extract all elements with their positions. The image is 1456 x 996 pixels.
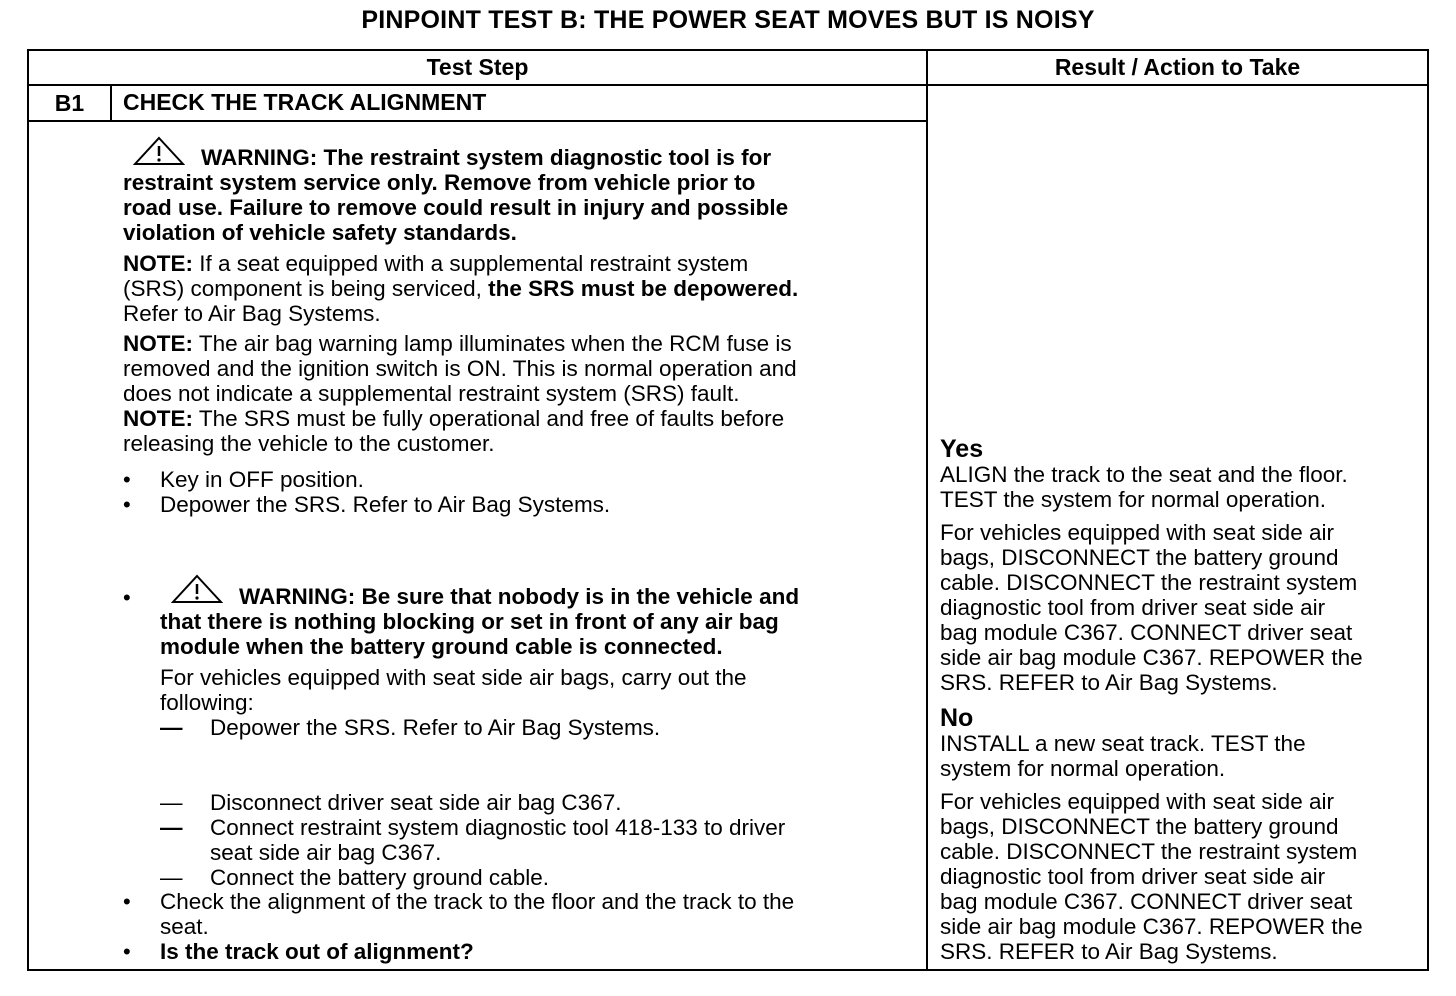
result-line: system for normal operation. (940, 756, 1226, 781)
bullet-item: Check the alignment of the track to the floor and the track to the (160, 889, 795, 914)
dash-marker: — (160, 790, 183, 815)
bullet-marker: • (123, 889, 131, 914)
note-line: Refer to Air Bag Systems. (123, 301, 381, 326)
warning-text-line: that there is nothing blocking or set in front of any air bag (160, 609, 779, 634)
dash-item: Connect the battery ground cable. (210, 865, 549, 890)
warning-text-line: restraint system service only. Remove from vehicle prior to (123, 170, 756, 195)
note-line (123, 406, 784, 431)
header-divider (27, 84, 1429, 86)
bullet-item: seat. (160, 914, 209, 939)
dash-marker: — (160, 815, 183, 840)
note-line (123, 251, 748, 276)
note-emphasis: the SRS must be depowered. (488, 276, 799, 301)
column-divider (926, 49, 928, 971)
result-line: side air bag module C367. REPOWER the (940, 645, 1363, 670)
result-line: side air bag module C367. REPOWER the (940, 914, 1363, 939)
table-border-bottom (27, 969, 1429, 971)
note-line (123, 331, 792, 356)
dash-item: Connect restraint system diagnostic tool 418-133 to driver (210, 815, 786, 840)
table-border-right (1427, 49, 1429, 971)
note-line: does not indicate a supplemental restraint system (SRS) fault. (123, 381, 740, 406)
warning-triangle-icon (171, 574, 223, 604)
result-line: bags, DISCONNECT the battery ground (940, 545, 1339, 570)
warning-triangle-icon (133, 136, 185, 166)
result-line: cable. DISCONNECT the restraint system (940, 839, 1358, 864)
result-no-label: No (940, 704, 974, 732)
header-test-step: Test Step (426, 54, 529, 80)
warning-text-line: road use. Failure to remove could result in injury and possible (123, 195, 789, 220)
result-yes-label: Yes (940, 435, 984, 463)
result-line: For vehicles equipped with seat side air (940, 789, 1334, 814)
dash-item: Disconnect driver seat side air bag C367. (210, 790, 622, 815)
dash-item: Depower the SRS. Refer to Air Bag Systems. (210, 715, 661, 740)
note-line: removed and the ignition switch is ON. This is normal operation and (123, 356, 797, 381)
table-border-left (27, 49, 29, 971)
result-line: For vehicles equipped with seat side air (940, 520, 1334, 545)
dash-marker: — (160, 865, 183, 890)
note-text: If a seat equipped with a supplemental restraint system (193, 251, 749, 276)
bullet-marker: • (123, 492, 131, 517)
note-line (123, 276, 798, 301)
bullet-item: Depower the SRS. Refer to Air Bag Systems. (160, 492, 611, 517)
step-id-divider (110, 85, 112, 121)
note-label: NOTE: (123, 331, 193, 356)
step-id: B1 (54, 90, 85, 116)
result-line: bag module C367. CONNECT driver seat (940, 620, 1353, 645)
result-line: bags, DISCONNECT the battery ground (940, 814, 1339, 839)
bullet-marker: • (123, 467, 131, 492)
bullet-item: Key in OFF position. (160, 467, 364, 492)
result-line: ALIGN the track to the seat and the floor. (940, 462, 1348, 487)
result-line: INSTALL a new seat track. TEST the (940, 731, 1306, 756)
warning-text-line: module when the battery ground cable is connected. (160, 634, 723, 659)
bullet-marker: • (123, 939, 131, 964)
step-divider (27, 120, 927, 122)
step-title: CHECK THE TRACK ALIGNMENT (123, 89, 487, 115)
warning-text-line: violation of vehicle safety standards. (123, 220, 517, 245)
dash-marker: — (160, 715, 183, 740)
note-label: NOTE: (123, 251, 193, 276)
instruction-line: following: (160, 690, 254, 715)
note-text: The air bag warning lamp illuminates when the RCM fuse is (193, 331, 792, 356)
note-label: NOTE: (123, 406, 193, 431)
note-text: (SRS) component is being serviced, (123, 276, 489, 301)
question-item: Is the track out of alignment? (160, 939, 474, 964)
instruction-line: For vehicles equipped with seat side air bags, carry out the (160, 665, 747, 690)
note-text: The SRS must be fully operational and free of faults before (193, 406, 785, 431)
bullet-marker: • (123, 585, 131, 610)
result-line: SRS. REFER to Air Bag Systems. (940, 670, 1278, 695)
result-line: cable. DISCONNECT the restraint system (940, 570, 1358, 595)
header-result: Result / Action to Take (1054, 54, 1301, 80)
result-line: diagnostic tool from driver seat side air (940, 595, 1326, 620)
warning-text-line: WARNING: Be sure that nobody is in the vehicle and (239, 584, 800, 609)
table-border-top (27, 49, 1429, 51)
warning-text-line: WARNING: The restraint system diagnostic tool is for (201, 145, 772, 170)
result-line: diagnostic tool from driver seat side air (940, 864, 1326, 889)
page-title: PINPOINT TEST B: THE POWER SEAT MOVES BUT IS NOISY (361, 6, 1095, 34)
dash-item: seat side air bag C367. (210, 840, 442, 865)
result-line: TEST the system for normal operation. (940, 487, 1326, 512)
result-line: bag module C367. CONNECT driver seat (940, 889, 1353, 914)
result-line: SRS. REFER to Air Bag Systems. (940, 939, 1278, 964)
note-line: releasing the vehicle to the customer. (123, 431, 495, 456)
